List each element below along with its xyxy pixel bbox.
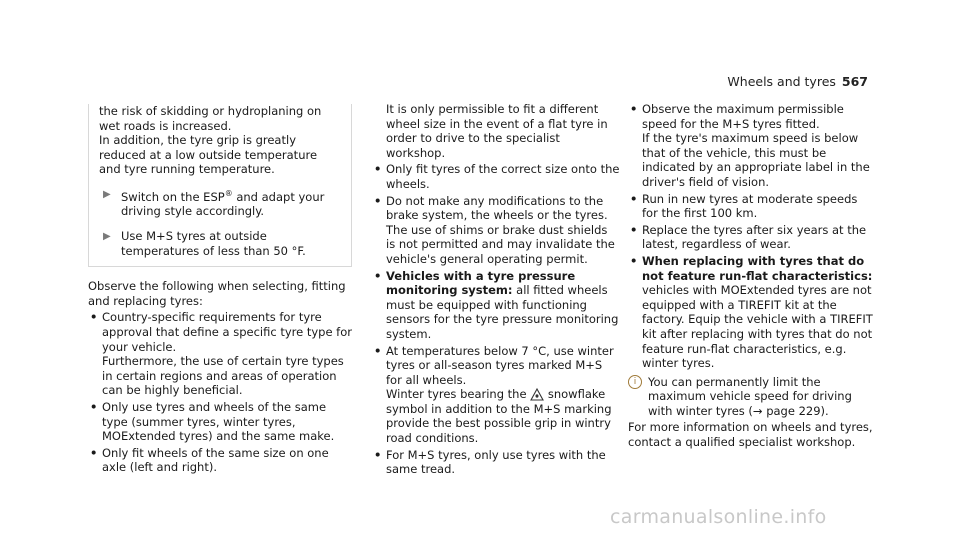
list-item-continuation: Furthermore, the use of certain tyre types in certain regions and areas of operation can be highly beneficial. bbox=[102, 354, 344, 398]
column-2 bbox=[372, 102, 620, 477]
list-item: • Run in new tyres at moderate speeds for the first 100 km. bbox=[630, 191, 858, 221]
watermark: carmanualsonline.info bbox=[610, 506, 827, 528]
page-number: 567 bbox=[841, 74, 868, 89]
list-item: • Country-specific requirements for tyre approval that define a specific tyre type for your vehicle. bbox=[90, 310, 352, 354]
list-item: • Only fit tyres of the correct size onto the wheels. bbox=[374, 162, 620, 191]
final-paragraph: For more information on wheels and tyres, contact a qualified specialist workshop. bbox=[628, 420, 873, 450]
list-item: • For M+S tyres, only use tyres with the same tread. bbox=[374, 447, 606, 477]
list-item: • Replace the tyres after six years at the latest, regardless of wear. bbox=[630, 222, 867, 252]
action-arrow-icon: ▶ bbox=[103, 230, 111, 242]
section-title: Wheels and tyres bbox=[727, 74, 836, 89]
snowflake-mountain-icon bbox=[530, 387, 544, 401]
action-step-1: ▶ Switch on the ESP® and adapt your driving style accordingly. bbox=[103, 188, 325, 219]
list-item: • Only use tyres and wheels of the same type (summer tyres, winter tyres, MOExtended tyres) and the same make. bbox=[90, 399, 335, 444]
column-3 bbox=[628, 102, 876, 450]
list-item-continuation: The use of shims or brake dust shields is not permitted and may invalidate the vehicle's general operating permit. bbox=[386, 222, 615, 266]
list-item-continuation: Winter tyres bearing the snowflake symbol in addition to the M+S marking provide the best possible grip in wintry road conditions. bbox=[386, 387, 612, 446]
tip-note: i You can permanently limit the maximum vehicle speed for driving with winter tyres (→ page 229). bbox=[628, 375, 876, 419]
column-1 bbox=[88, 102, 352, 475]
list-item: • When replacing with tyres that do not feature run-flat characteristics: vehicles with MOExtended tyres are not equipped with a TIREFIT kit at the factory. Equip the vehicle with a TIREFIT kit after replacing with tyres that do not feature run-flat characteristics, e.g. winter tyres. bbox=[630, 253, 873, 371]
list-item-continuation: If the tyre's maximum speed is below that of the vehicle, this must be indicated by an appropriate label in the driver's field of vision. bbox=[642, 131, 870, 189]
tip-info-icon: i bbox=[628, 375, 642, 389]
warning-text-1: the risk of skidding or hydroplaning on wet roads is increased. bbox=[99, 104, 322, 133]
action-arrow-icon: ▶ bbox=[103, 188, 111, 200]
warning-text-2: In addition, the tyre grip is greatly reduced at a low outside temperature and tyre running temperature. bbox=[99, 133, 318, 177]
list-item: • Vehicles with a tyre pressure monitoring system: all fitted wheels must be equipped with functioning sensors for the tyre pressure monitoring system. bbox=[374, 268, 619, 341]
list-item: • Only fit wheels of the same size on one axle (left and right). bbox=[90, 445, 329, 475]
page-header bbox=[727, 74, 868, 89]
warning-box bbox=[88, 104, 352, 267]
list-item: • Observe the maximum permissible speed for the M+S tyres fitted. bbox=[630, 102, 844, 131]
list-item: • At temperatures below 7 °C, use winter tyres or all-season tyres marked M+S for all wheels. bbox=[374, 343, 614, 387]
list-item: • Do not make any modifications to the brake system, the wheels or the tyres. bbox=[374, 193, 608, 223]
intro-text: Observe the following when selecting, fitting and replacing tyres: bbox=[88, 279, 346, 308]
action-step-2: ▶ Use M+S tyres at outside temperatures of less than 50 °F. bbox=[103, 228, 306, 258]
paragraph: It is only permissible to fit a different wheel size in the event of a flat tyre in order to drive to the specialist workshop. bbox=[386, 102, 608, 160]
